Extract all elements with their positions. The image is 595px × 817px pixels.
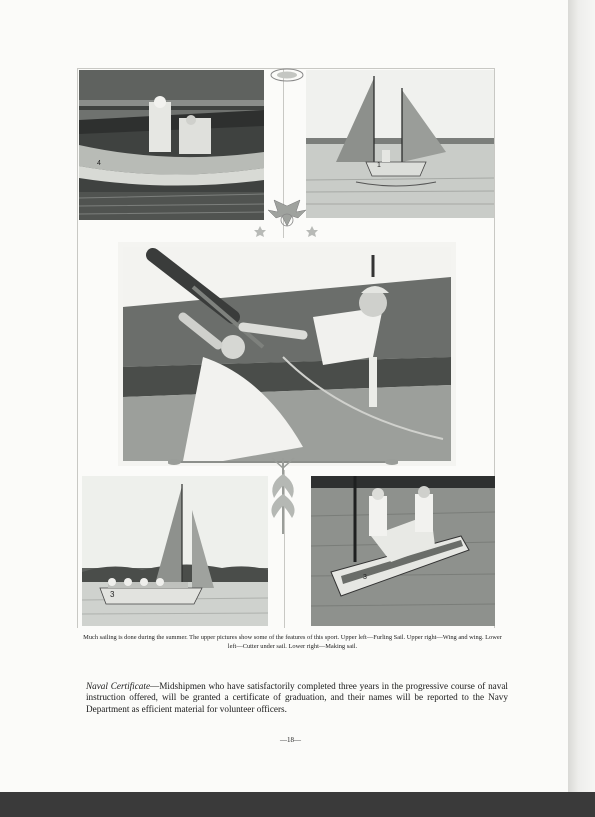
photo-upper-right-wing-and-wing	[306, 70, 494, 218]
photo-center-sailors-hauling	[118, 242, 456, 466]
page-edge-shadow	[568, 0, 595, 792]
photo-lower-left-cutter-under-sail	[82, 476, 268, 626]
hull-number-label: 3	[363, 574, 367, 581]
frame-line-left	[77, 68, 78, 628]
photo-caption: Much sailing is done during the summer. The upper pictures show some of the features of this sport. Upper left—Furling Sail. Upper right—Wing and wing. Lower left—Cutter under sail. Lower right—Making sail.	[83, 634, 502, 650]
photo-upper-left-furling-sail	[79, 70, 264, 220]
paragraph-lead: Naval Certificate	[86, 681, 151, 691]
photo-lower-right-making-sail	[311, 476, 495, 626]
paragraph-text: —Midshipmen who have satisfactorily completed three years in the progressive course of naval instruction offered, will be granted a certificate of graduation, and their names will be reported to the Navy Department as efficient material for volunteer officers.	[86, 681, 508, 714]
naval-certificate-paragraph	[86, 681, 508, 715]
monogram-logo	[270, 68, 304, 82]
scanner-bottom-bar	[0, 792, 595, 817]
hull-number-label: 1	[377, 162, 381, 169]
page-number: —18—	[280, 736, 301, 744]
hull-number-label: 4	[97, 160, 101, 167]
hull-number-label: 3	[110, 590, 115, 599]
eagle-emblem	[254, 196, 320, 244]
